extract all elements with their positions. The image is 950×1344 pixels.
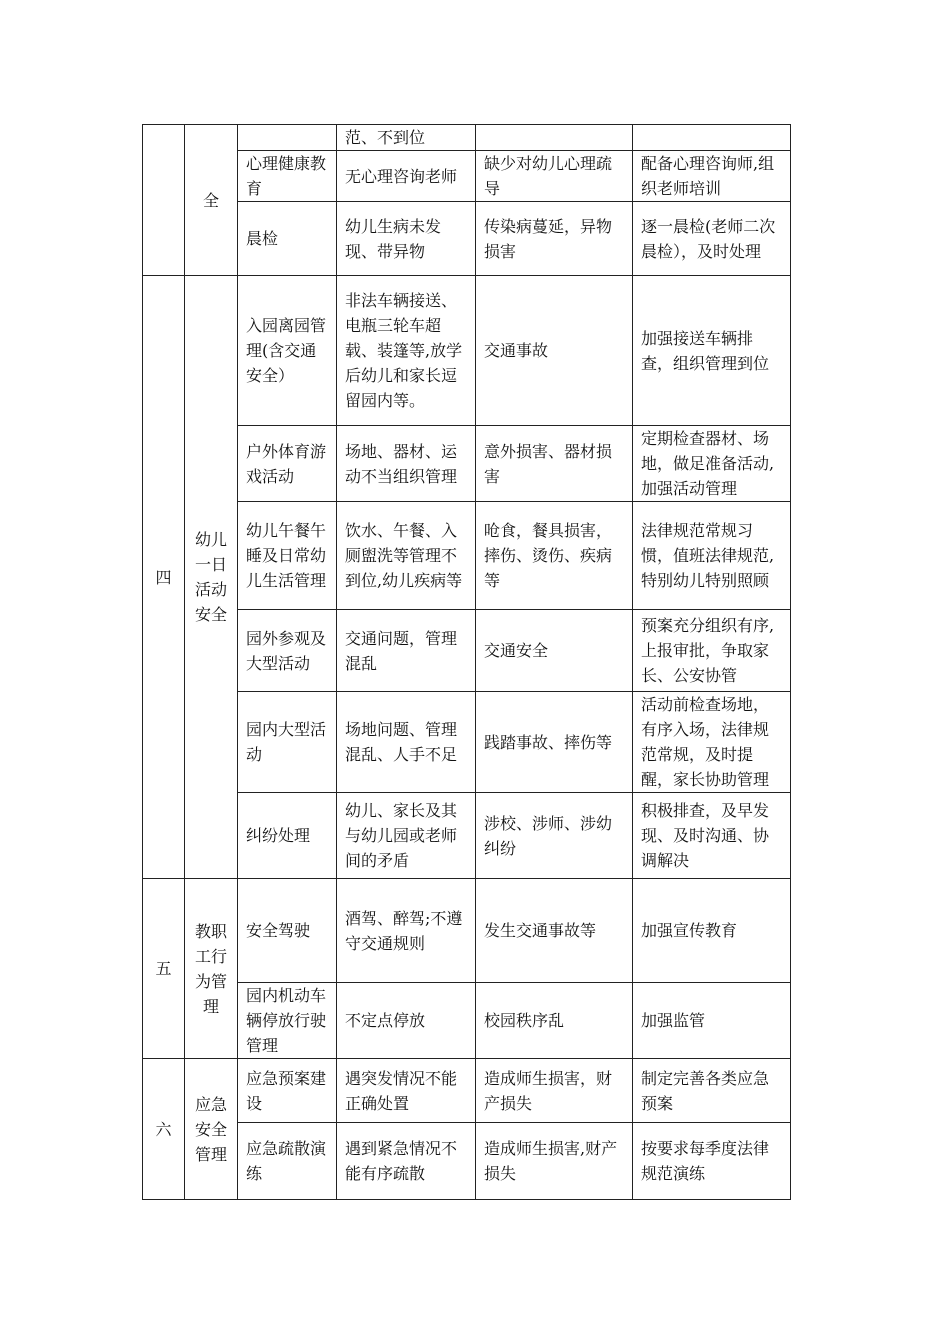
table-row — [143, 502, 791, 610]
safety-risk-table — [142, 124, 791, 1200]
risk-cell: 非法车辆接送、电瓶三轮车超载、装篷等,放学后幼儿和家长逗留园内等。 — [337, 276, 476, 426]
risk-cell: 范、不到位 — [337, 125, 476, 151]
measure-cell: 配备心理咨询师,组织老师培训 — [633, 151, 791, 202]
item-cell: 晨检 — [238, 202, 337, 276]
section-number-cell — [143, 125, 185, 276]
consequence-cell: 造成师生损害,财产损失 — [476, 1123, 633, 1200]
risk-cell: 遇到紧急情况不能有序疏散 — [337, 1123, 476, 1200]
consequence-cell: 交通事故 — [476, 276, 633, 426]
table-row — [143, 125, 791, 151]
measure-cell: 加强接送车辆排查，组织管理到位 — [633, 276, 791, 426]
table-row — [143, 879, 791, 983]
item-cell — [238, 125, 337, 151]
section-category-cell: 幼儿一日活动安全 — [185, 276, 238, 879]
consequence-cell: 校园秩序乱 — [476, 983, 633, 1059]
item-cell: 入园离园管理(含交通安全） — [238, 276, 337, 426]
table-row — [143, 1059, 791, 1123]
consequence-cell: 造成师生损害，财产损失 — [476, 1059, 633, 1123]
measure-cell: 定期检查器材、场地，做足准备活动,加强活动管理 — [633, 426, 791, 502]
item-cell: 园内机动车辆停放行驶管理 — [238, 983, 337, 1059]
measure-cell: 按要求每季度法律规范演练 — [633, 1123, 791, 1200]
consequence-cell — [476, 125, 633, 151]
consequence-cell: 意外损害、器材损害 — [476, 426, 633, 502]
section-number-cell: 六 — [143, 1059, 185, 1200]
risk-cell: 遇突发情况不能正确处置 — [337, 1059, 476, 1123]
consequence-cell: 涉校、涉师、涉幼纠纷 — [476, 793, 633, 879]
consequence-cell: 交通安全 — [476, 610, 633, 692]
measure-cell: 加强监管 — [633, 983, 791, 1059]
table-row — [143, 426, 791, 502]
measure-cell: 法律规范常规习惯，值班法律规范,特别幼儿特别照顾 — [633, 502, 791, 610]
item-cell: 心理健康教育 — [238, 151, 337, 202]
measure-cell: 预案充分组织有序,上报审批，争取家长、公安协管 — [633, 610, 791, 692]
risk-cell: 饮水、午餐、入厕盥洗等管理不到位,幼儿疾病等 — [337, 502, 476, 610]
item-cell: 户外体育游戏活动 — [238, 426, 337, 502]
table-row — [143, 276, 791, 426]
table-row — [143, 983, 791, 1059]
section-category-cell: 教职工行为管理 — [185, 879, 238, 1059]
item-cell: 园外参观及大型活动 — [238, 610, 337, 692]
risk-cell: 无心理咨询老师 — [337, 151, 476, 202]
measure-cell: 活动前检查场地，有序入场，法律规范常规，及时提醒，家长协助管理 — [633, 692, 791, 793]
item-cell: 应急疏散演练 — [238, 1123, 337, 1200]
consequence-cell: 践踏事故、摔伤等 — [476, 692, 633, 793]
risk-cell: 不定点停放 — [337, 983, 476, 1059]
risk-cell: 幼儿生病未发现、带异物 — [337, 202, 476, 276]
table-row — [143, 610, 791, 692]
section-category-cell: 应急安全管理 — [185, 1059, 238, 1200]
consequence-cell: 发生交通事故等 — [476, 879, 633, 983]
table-row — [143, 1123, 791, 1200]
risk-cell: 场地、器材、运动不当组织管理 — [337, 426, 476, 502]
consequence-cell: 传染病蔓延，异物损害 — [476, 202, 633, 276]
risk-cell: 酒驾、醉驾;不遵守交通规则 — [337, 879, 476, 983]
item-cell: 幼儿午餐午睡及日常幼儿生活管理 — [238, 502, 337, 610]
risk-cell: 幼儿、家长及其与幼儿园或老师间的矛盾 — [337, 793, 476, 879]
item-cell: 应急预案建设 — [238, 1059, 337, 1123]
measure-cell — [633, 125, 791, 151]
item-cell: 园内大型活动 — [238, 692, 337, 793]
measure-cell: 制定完善各类应急预案 — [633, 1059, 791, 1123]
consequence-cell: 呛食，餐具损害，摔伤、烫伤、疾病等 — [476, 502, 633, 610]
consequence-cell: 缺少对幼儿心理疏导 — [476, 151, 633, 202]
table-row — [143, 692, 791, 793]
risk-cell: 场地问题、管理混乱、人手不足 — [337, 692, 476, 793]
risk-cell: 交通问题，管理混乱 — [337, 610, 476, 692]
measure-cell: 积极排查，及早发现、及时沟通、协调解决 — [633, 793, 791, 879]
table-row — [143, 202, 791, 276]
table-row — [143, 151, 791, 202]
measure-cell: 加强宣传教育 — [633, 879, 791, 983]
item-cell: 安全驾驶 — [238, 879, 337, 983]
table-row — [143, 793, 791, 879]
measure-cell: 逐一晨检(老师二次晨检），及时处理 — [633, 202, 791, 276]
section-number-cell: 四 — [143, 276, 185, 879]
section-category-cell: 全 — [185, 125, 238, 276]
item-cell: 纠纷处理 — [238, 793, 337, 879]
section-number-cell: 五 — [143, 879, 185, 1059]
